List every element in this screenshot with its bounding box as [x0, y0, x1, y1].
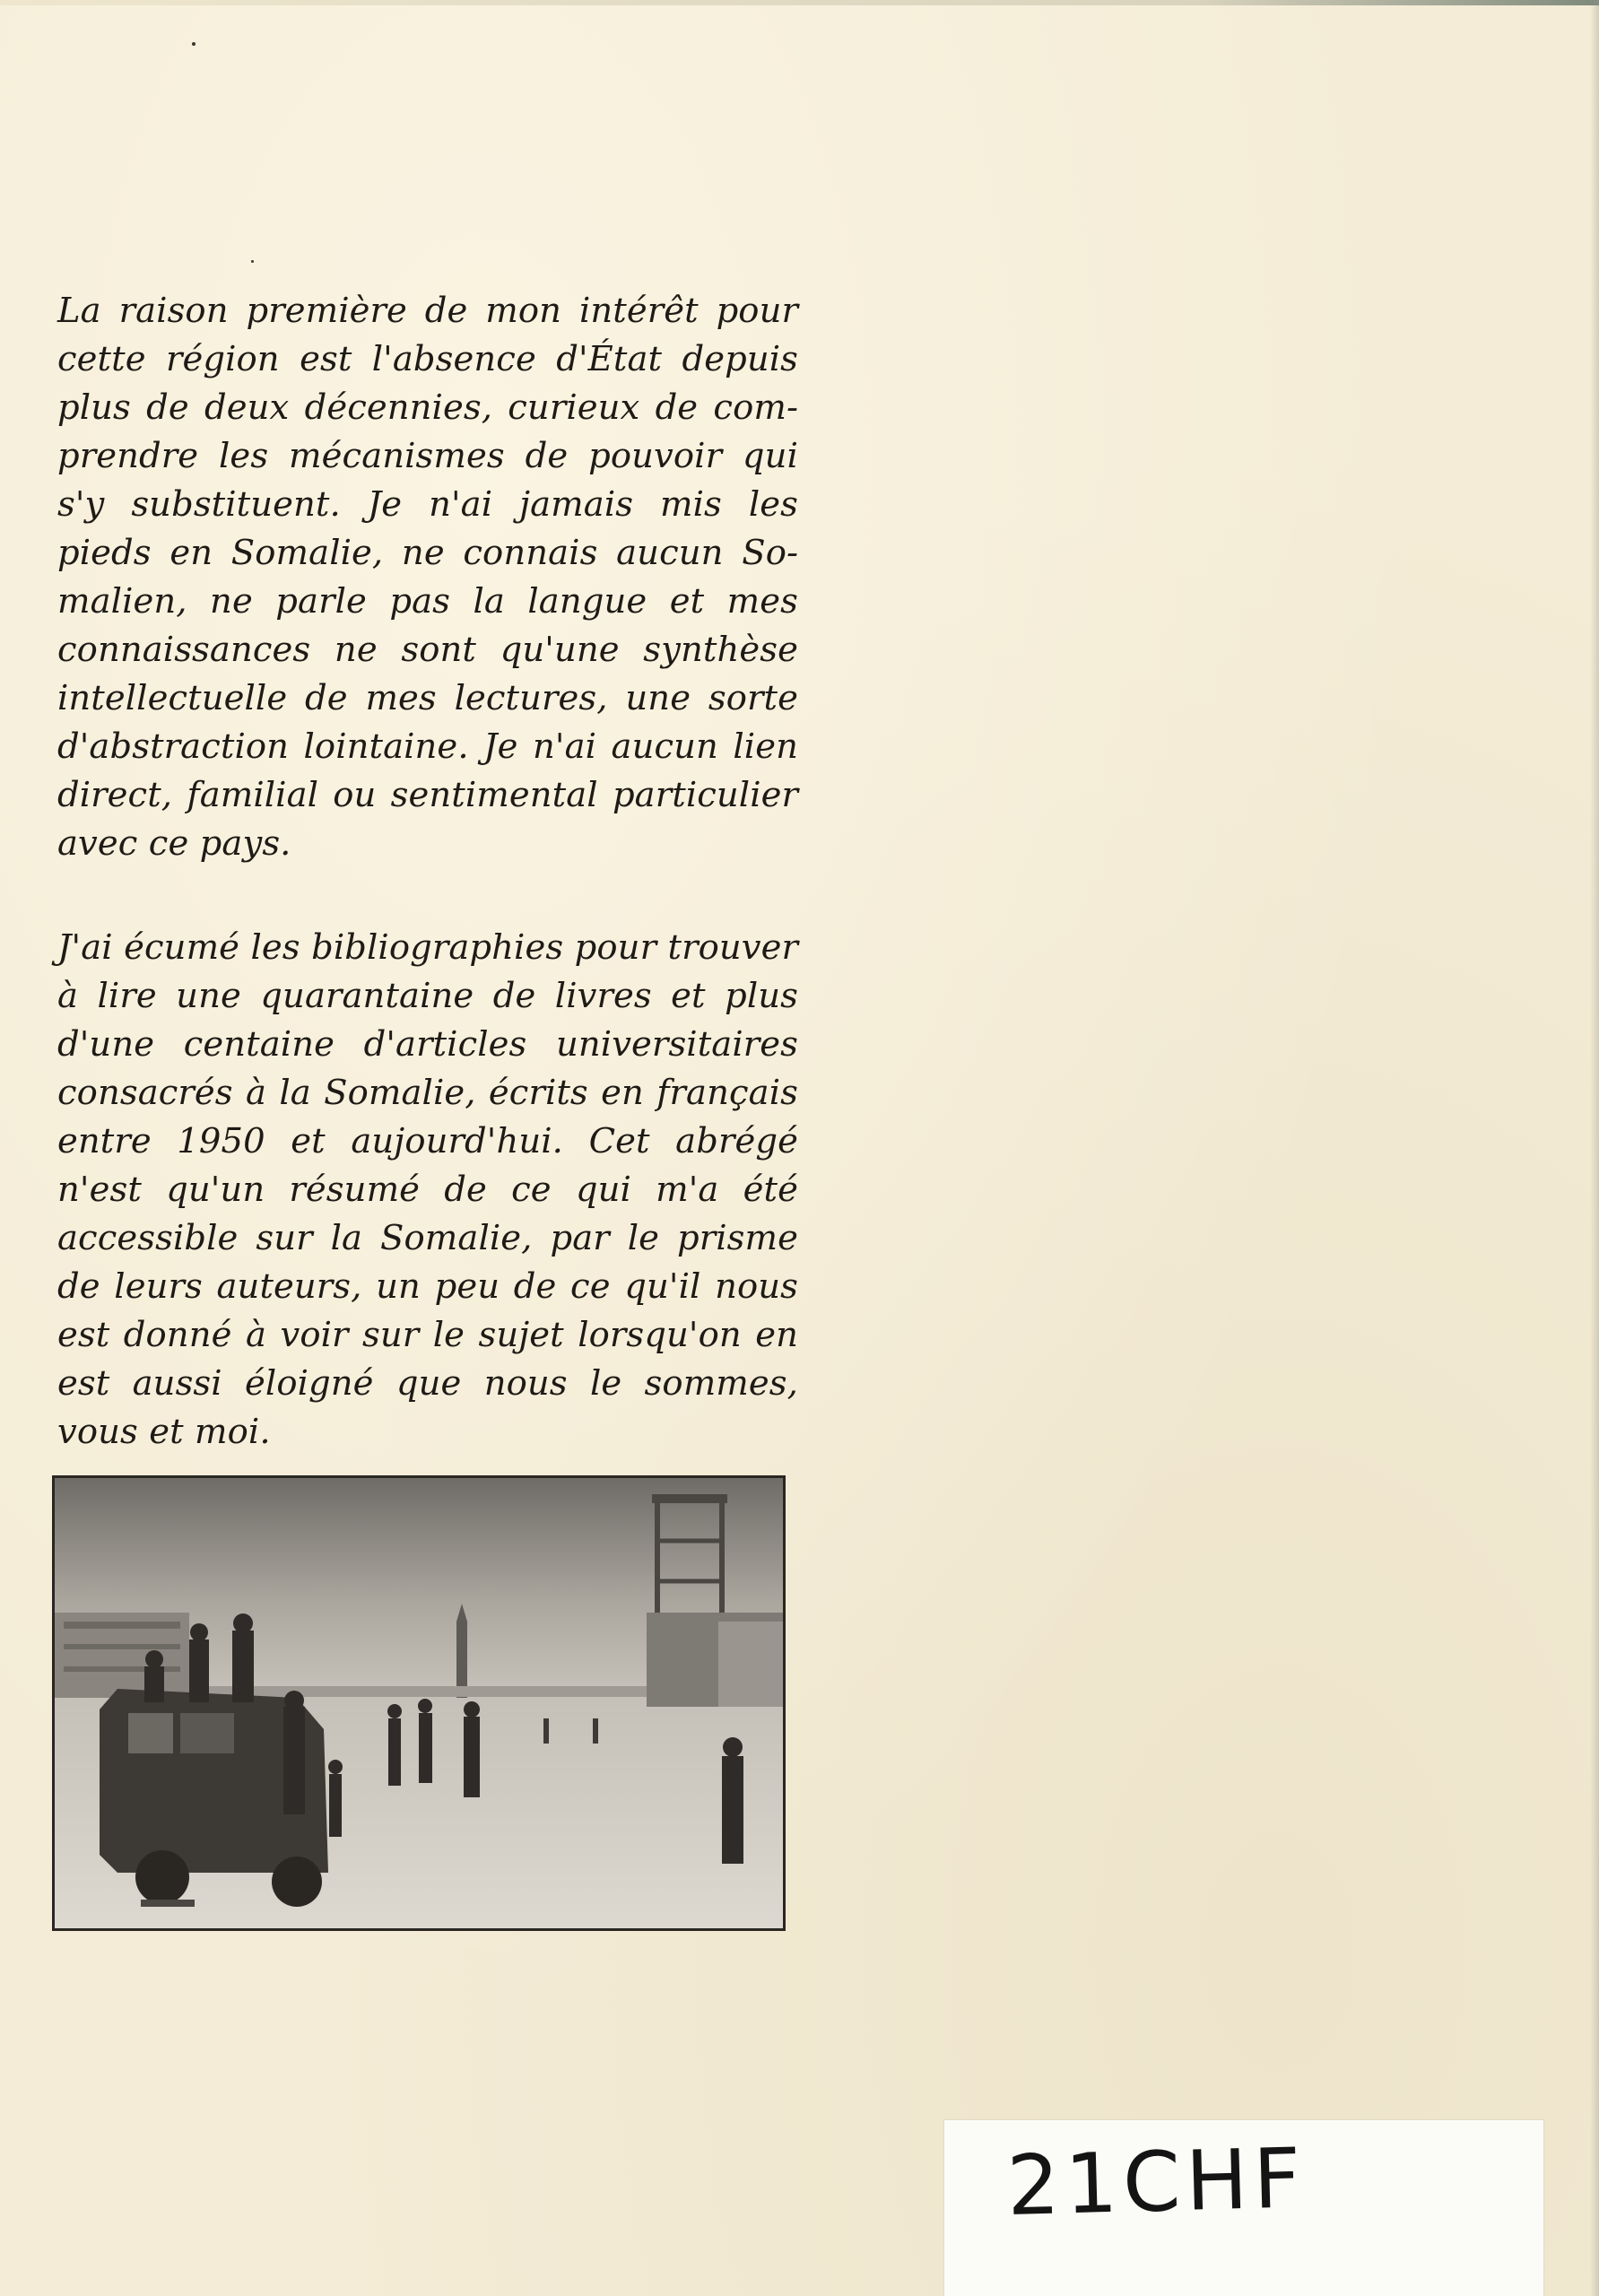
paper-speck: [192, 42, 196, 46]
page-top-edge: [0, 0, 1599, 5]
paragraph-intro: La raison première de mon intérêt pour cette région est l'absence d'État depuis plus de deux décennies, curieux de comprendre les mécanismes de pouvoir qui s'y substituent. Je n'ai jamais mis les pieds en Somalie, ne connais aucun Somalien, ne parle pas la langue et mes connaissances ne sont qu'une synthèse intellectuelle de mes lectures, une sorte d'abstraction lointaine. Je n'ai aucun lien direct, familial ou sentimental particulier avec ce pays.: [57, 291, 798, 864]
price-label: 21CHF: [1005, 2130, 1308, 2234]
paragraph-bibliography: J'ai écumé les bibliographies pour trouver à lire une quarantaine de livres et plus d'une centaine d'articles universitaires consacrés à la Somalie, écrits en français entre 1950 et aujourd'hui. Cet abrégé n'est qu'un résumé de ce qui m'a été accessible sur la Somalie, par le prisme de leurs auteurs, un peu de ce qu'il nous est donné à voir sur le sujet lorsqu'on en est aussi éloigné que nous le sommes, vous et moi.: [57, 927, 798, 1452]
paper-speck: [251, 260, 254, 263]
page-right-edge: [1590, 0, 1599, 2296]
price-sticker: [944, 2120, 1543, 2296]
street-scene-photo-icon: [55, 1478, 783, 1928]
street-scene-photo: [52, 1475, 786, 1931]
